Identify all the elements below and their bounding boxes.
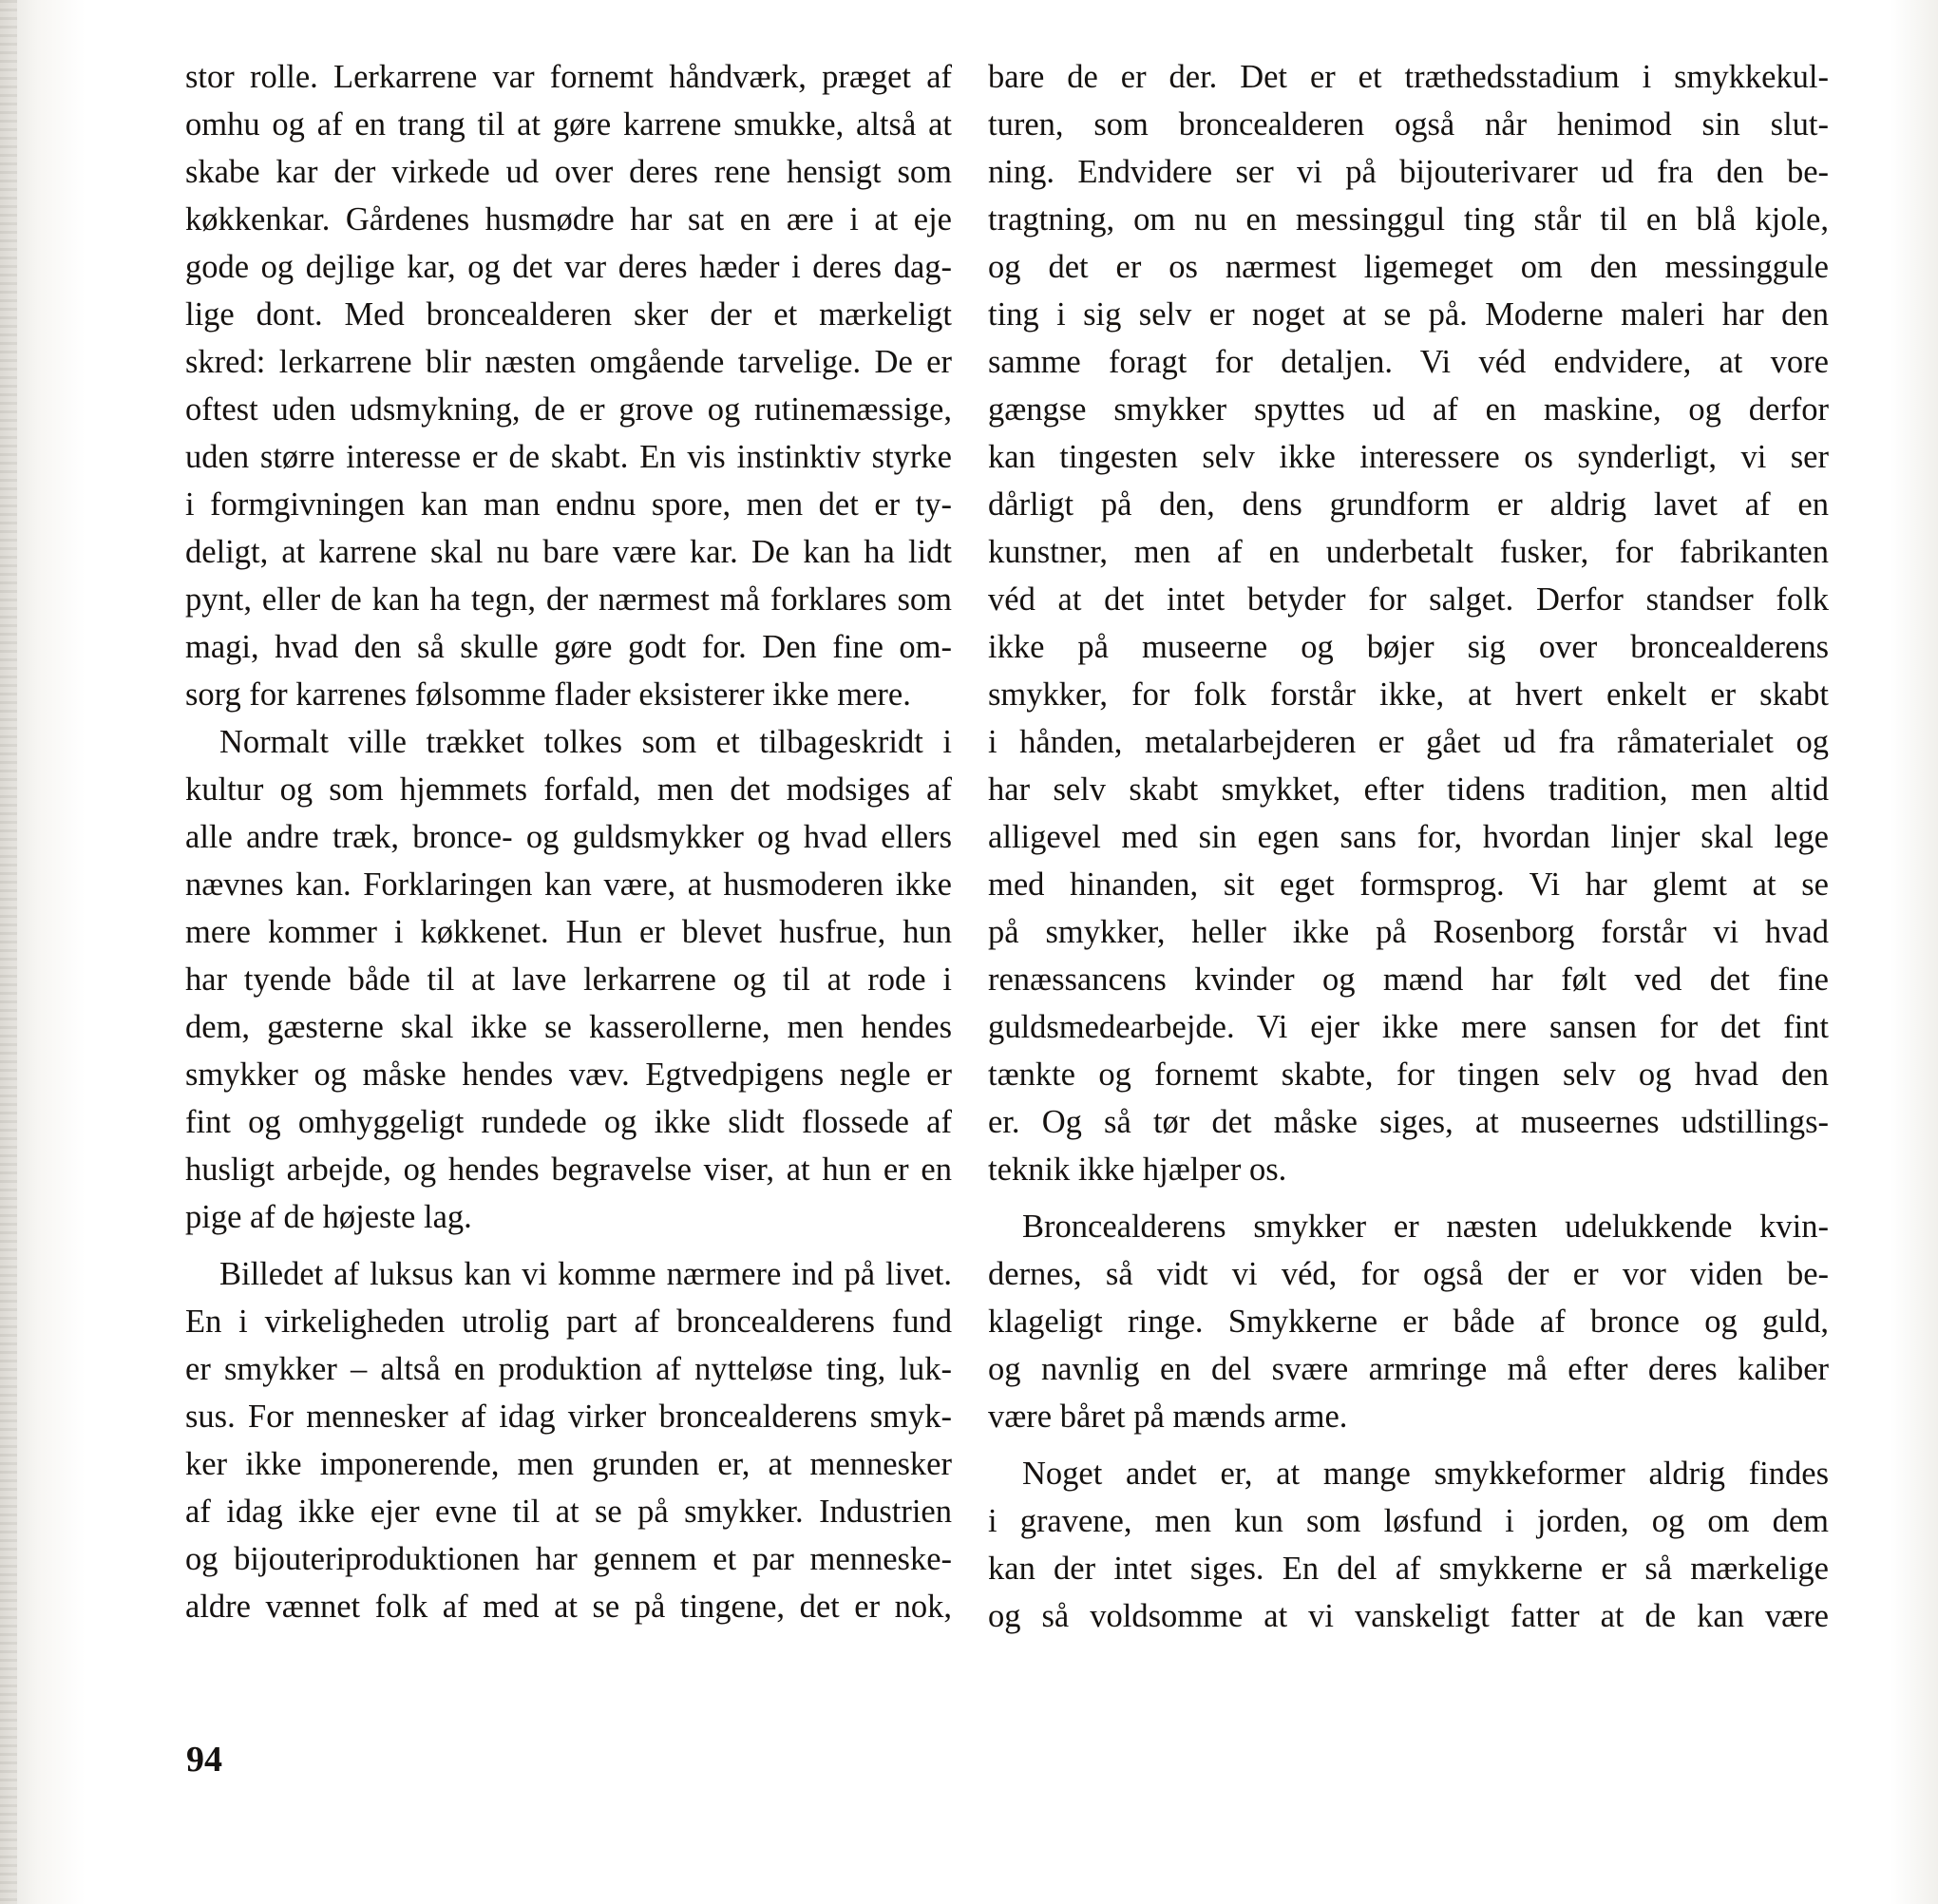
text-line: og så voldsomme at vi vanskeligt fatter at de kan være — [988, 1598, 1829, 1634]
text-line: og bijouteriproduktionen har gennem et par menneske- — [185, 1541, 952, 1577]
text-line: og det er os nærmest ligemeget om den messinggule — [988, 249, 1829, 285]
text-line: Broncealderens smykker er næsten udelukkende kvin- — [1022, 1209, 1829, 1245]
text-line: mere kommer i køkkenet. Hun er blevet husfrue, hun — [185, 914, 952, 950]
text-line: være båret på mænds arme. — [988, 1399, 1348, 1435]
text-line: har tyende både til at lave lerkarrene og til at rode i — [185, 962, 952, 998]
text-line: ning. Endvidere ser vi på bijouterivarer ud fra den be- — [988, 154, 1829, 190]
text-line: smykker, for folk forstår ikke, at hvert enkelt er skabt — [988, 676, 1829, 713]
text-line: deligt, at karrene skal nu bare være kar. De kan ha lidt — [185, 534, 952, 570]
text-line: er smykker – altså en produktion af nytteløse ting, luk- — [185, 1351, 952, 1387]
text-line: skred: lerkarrene blir næsten omgående tarvelige. De er — [185, 344, 952, 380]
text-line: kan tingesten selv ikke interessere os synderligt, vi ser — [988, 439, 1829, 475]
text-line: Noget andet er, at mange smykkeformer aldrig findes — [1022, 1456, 1829, 1492]
text-line: er. Og så tør det måske siges, at museernes udstillings- — [988, 1104, 1829, 1140]
text-line: alligevel med sin egen sans for, hvordan linjer skal lege — [988, 819, 1829, 855]
text-line: tænkte og fornemt skabte, for tingen selv og hvad den — [988, 1057, 1829, 1093]
text-line: køkkenkar. Gårdenes husmødre har sat en ære i at eje — [185, 201, 952, 238]
text-line: smykker og måske hendes væv. Egtvedpigens negle er — [185, 1057, 952, 1093]
text-line: af idag ikke ejer evne til at se på smykker. Industrien — [185, 1494, 952, 1530]
text-line: aldre vænnet folk af med at se på tingene, det er nok, — [185, 1589, 952, 1625]
text-line: oftest uden udsmykning, de er grove og rutinemæssige, — [185, 391, 952, 428]
text-line: lige dont. Med broncealderen sker der et mærkeligt — [185, 296, 952, 333]
text-line: ikke på museerne og bøjer sig over broncealderens — [988, 629, 1829, 665]
text-line: uden større interesse er de skabt. En vis instinktiv styrke — [185, 439, 952, 475]
text-line: stor rolle. Lerkarrene var fornemt håndværk, præget af — [185, 59, 952, 95]
paragraph-gap — [988, 1440, 1829, 1450]
text-line: alle andre træk, bronce- og guldsmykker og hvad ellers — [185, 819, 952, 855]
text-line: dårligt på den, dens grundform er aldrig lavet af en — [988, 486, 1829, 523]
text-line: med hinanden, sit eget formsprog. Vi har glemt at se — [988, 866, 1829, 903]
text-line: pynt, eller de kan ha tegn, der nærmest må forklares som — [185, 581, 952, 618]
right-text-column — [988, 53, 1829, 1640]
text-line: tragtning, om nu en messinggul ting står til en blå kjole, — [988, 201, 1829, 238]
text-line: Normalt ville trækket tolkes som et tilbageskridt i — [219, 724, 952, 760]
text-line: husligt arbejde, og hendes begravelse viser, at hun er en — [185, 1152, 952, 1188]
paragraph-gap — [988, 1193, 1829, 1203]
text-line: skabe kar der virkede ud over deres rene hensigt som — [185, 154, 952, 190]
text-line: klageligt ringe. Smykkerne er både af bronce og guld, — [988, 1304, 1829, 1340]
text-line: renæssancens kvinder og mænd har følt ved det fine — [988, 962, 1829, 998]
text-line: dem, gæsterne skal ikke se kasserollerne, men hendes — [185, 1009, 952, 1045]
text-line: sorg for karrenes følsomme flader eksisterer ikke mere. — [185, 676, 911, 713]
text-line: omhu og af en trang til at gøre karrene smukke, altså at — [185, 106, 952, 143]
text-line: har selv skabt smykket, efter tidens tradition, men altid — [988, 771, 1829, 808]
paragraph-gap — [185, 1241, 952, 1250]
text-line: magi, hvad den så skulle gøre godt for. Den fine om- — [185, 629, 952, 665]
text-line: bare de er der. Det er et træthedsstadium i smykkekul- — [988, 59, 1829, 95]
text-line: gængse smykker spyttes ud af en maskine, og derfor — [988, 391, 1829, 428]
text-line: pige af de højeste lag. — [185, 1199, 472, 1235]
text-line: samme foragt for detaljen. Vi véd endvidere, at vore — [988, 344, 1829, 380]
text-line: i hånden, metalarbejderen er gået ud fra råmaterialet og — [988, 724, 1829, 760]
text-line: En i virkeligheden utrolig part af broncealderens fund — [185, 1304, 952, 1340]
text-line: kunstner, men af en underbetalt fusker, for fabrikanten — [988, 534, 1829, 570]
text-line: véd at det intet betyder for salget. Derfor standser folk — [988, 581, 1829, 618]
text-line: kultur og som hjemmets forfald, men det modsiges af — [185, 771, 952, 808]
text-line: gode og dejlige kar, og det var deres hæder i deres dag- — [185, 249, 952, 285]
text-line: turen, som broncealderen også når henimod sin slut- — [988, 106, 1829, 143]
text-line: teknik ikke hjælper os. — [988, 1152, 1287, 1188]
text-line: ting i sig selv er noget at se på. Moderne maleri har den — [988, 296, 1829, 333]
text-line: sus. For mennesker af idag virker broncealderens smyk- — [185, 1399, 952, 1435]
text-line: Billedet af luksus kan vi komme nærmere ind på livet. — [219, 1256, 952, 1292]
text-line: kan der intet siges. En del af smykkerne er så mærkelige — [988, 1551, 1829, 1587]
text-line: fint og omhyggeligt rundede og ikke slidt flossede af — [185, 1104, 952, 1140]
left-text-column — [185, 53, 952, 1630]
book-binding-shadow — [0, 0, 17, 1904]
text-line: og navnlig en del svære armringe må efter deres kaliber — [988, 1351, 1829, 1387]
text-line: på smykker, heller ikke på Rosenborg forstår vi hvad — [988, 914, 1829, 950]
text-line: ker ikke imponerende, men grunden er, at mennesker — [185, 1446, 952, 1482]
text-line: dernes, så vidt vi véd, for også der er vor viden be- — [988, 1256, 1829, 1292]
text-line: nævnes kan. Forklaringen kan være, at husmoderen ikke — [185, 866, 952, 903]
text-line: i formgivningen kan man endnu spore, men det er ty- — [185, 486, 952, 523]
text-line: i gravene, men kun som løsfund i jorden, og om dem — [988, 1503, 1829, 1539]
text-line: guldsmedearbejde. Vi ejer ikke mere sansen for det fint — [988, 1009, 1829, 1045]
page-number: 94 — [186, 1740, 222, 1780]
